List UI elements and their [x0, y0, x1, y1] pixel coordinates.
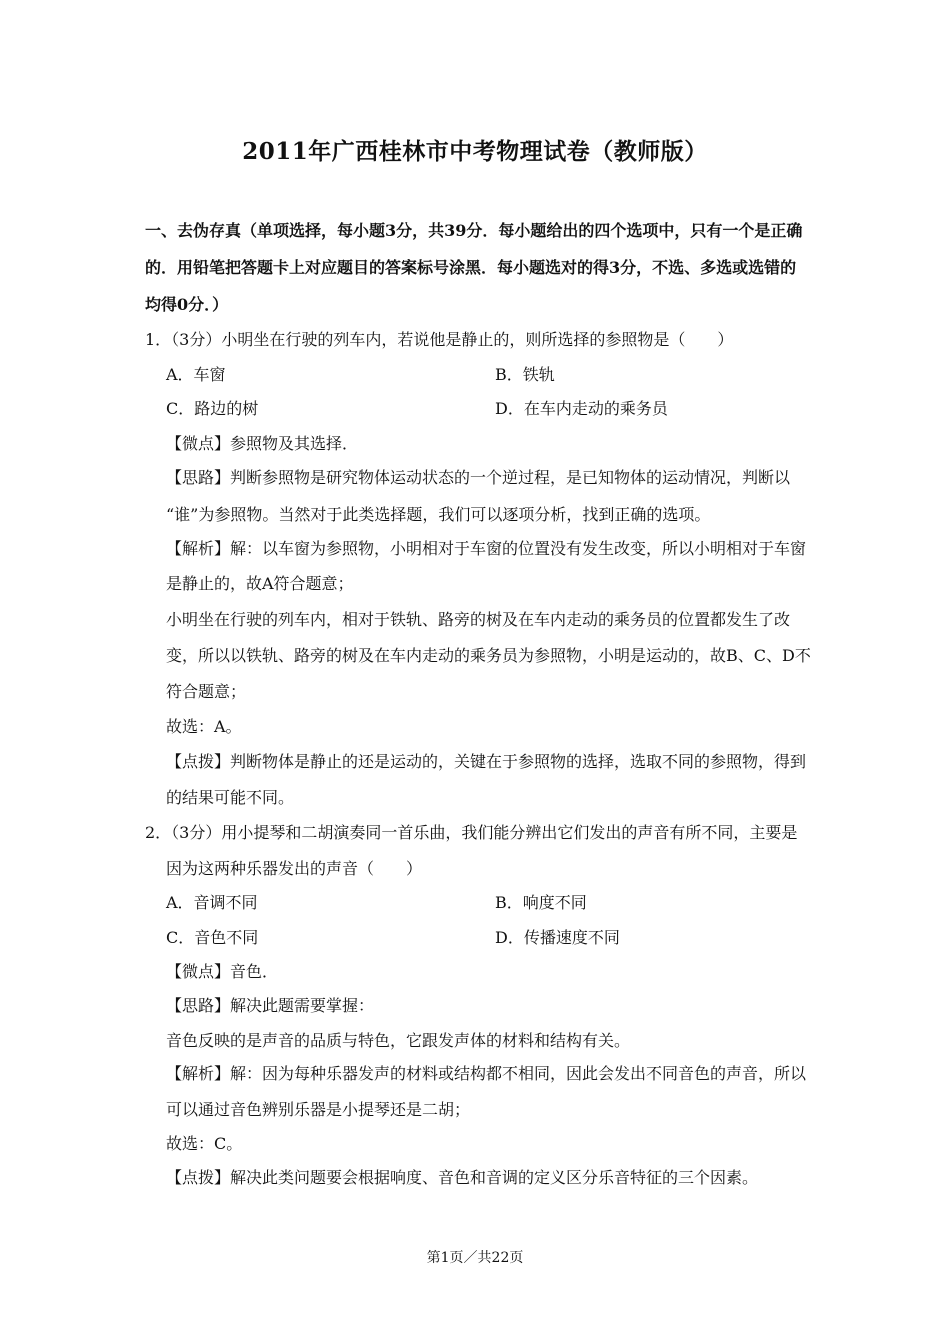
document-title: 2011年广西桂林市中考物理试卷（教师版）: [242, 138, 708, 165]
q1-option-d: D．在车内走动的乘务员: [495, 399, 668, 418]
page-footer: 第1页／共22页: [426, 1250, 524, 1266]
q1-option-b: B．铁轨: [495, 365, 555, 384]
q1-dianbo-line: 【点拨】判断物体是静止的还是运动的，关键在于参照物的选择，选取不同的参照物，得到: [166, 752, 807, 771]
q2-option-d: D．传播速度不同: [495, 928, 620, 947]
section-header-line: 一、去伪存真（单项选择，每小题3分，共39分．每小题给出的四个选项中，只有一个是正确: [145, 221, 803, 240]
q1-dianbo-line: 的结果可能不同。: [166, 788, 295, 807]
q1-jiexi-line: 符合题意；: [166, 682, 247, 701]
q2-answer: 故选：C。: [166, 1134, 243, 1153]
q2-option-c: C．音色不同: [166, 928, 259, 947]
q2-dianbo: 【点拨】解决此类问题要会根据响度、音色和音调的定义区分乐音特征的三个因素。: [166, 1168, 759, 1187]
section-header: [145, 212, 810, 323]
q2-option-b: B．响度不同: [495, 893, 587, 912]
q2-jiexi-line: 可以通过音色辨别乐器是小提琴还是二胡；: [166, 1100, 471, 1119]
q1-option-c: C．路边的树: [166, 399, 259, 418]
question-2-stem: 2．（3分）用小提琴和二胡演奏同一首乐曲，我们能分辨出它们发出的声音有所不同，主要是: [145, 823, 798, 842]
q2-silu-line: 音色反映的是声音的品质与特色，它跟发声体的材料和结构有关。: [166, 1031, 631, 1050]
q2-weidian: 【微点】音色．: [166, 962, 279, 981]
q1-weidian: 【微点】参照物及其选择．: [166, 434, 359, 453]
q2-jiexi-line: 【解析】解：因为每种乐器发声的材料或结构都不相同，因此会发出不同音色的声音，所以: [166, 1064, 807, 1083]
q1-jiexi-line: 变，所以以铁轨、路旁的树及在车内走动的乘务员为参照物，小明是运动的，故B、C、D不: [166, 646, 811, 665]
q1-silu-line: “谁”为参照物。当然对于此类选择题，我们可以逐项分析，找到正确的选项。: [166, 505, 711, 524]
q1-silu-line: 【思路】判断参照物是研究物体运动状态的一个逆过程，是已知物体的运动情况，判断以: [166, 468, 791, 487]
q1-answer: 故选：A。: [166, 717, 242, 736]
q1-jiexi-line: 是静止的，故A符合题意；: [166, 574, 354, 593]
section-header-line: 的．用铅笔把答题卡上对应题目的答案标号涂黑．每小题选对的得3分，不选、多选或选错的: [145, 258, 797, 277]
question-1-stem: 1．（3分）小明坐在行驶的列车内，若说他是静止的，则所选择的参照物是（ ）: [145, 330, 734, 349]
q2-option-a: A．音调不同: [166, 893, 258, 912]
question-2-stem-cont: 因为这两种乐器发出的声音（ ）: [166, 859, 423, 878]
q1-jiexi-line: 小明坐在行驶的列车内，相对于铁轨、路旁的树及在车内走动的乘务员的位置都发生了改: [166, 610, 791, 629]
q1-jiexi-line: 【解析】解：以车窗为参照物，小明相对于车窗的位置没有发生改变，所以小明相对于车窗: [166, 539, 807, 558]
q1-option-a: A．车窗: [166, 365, 226, 384]
q2-silu-line: 【思路】解决此题需要掌握：: [166, 996, 375, 1015]
section-header-line: 均得0分．）: [145, 295, 229, 314]
